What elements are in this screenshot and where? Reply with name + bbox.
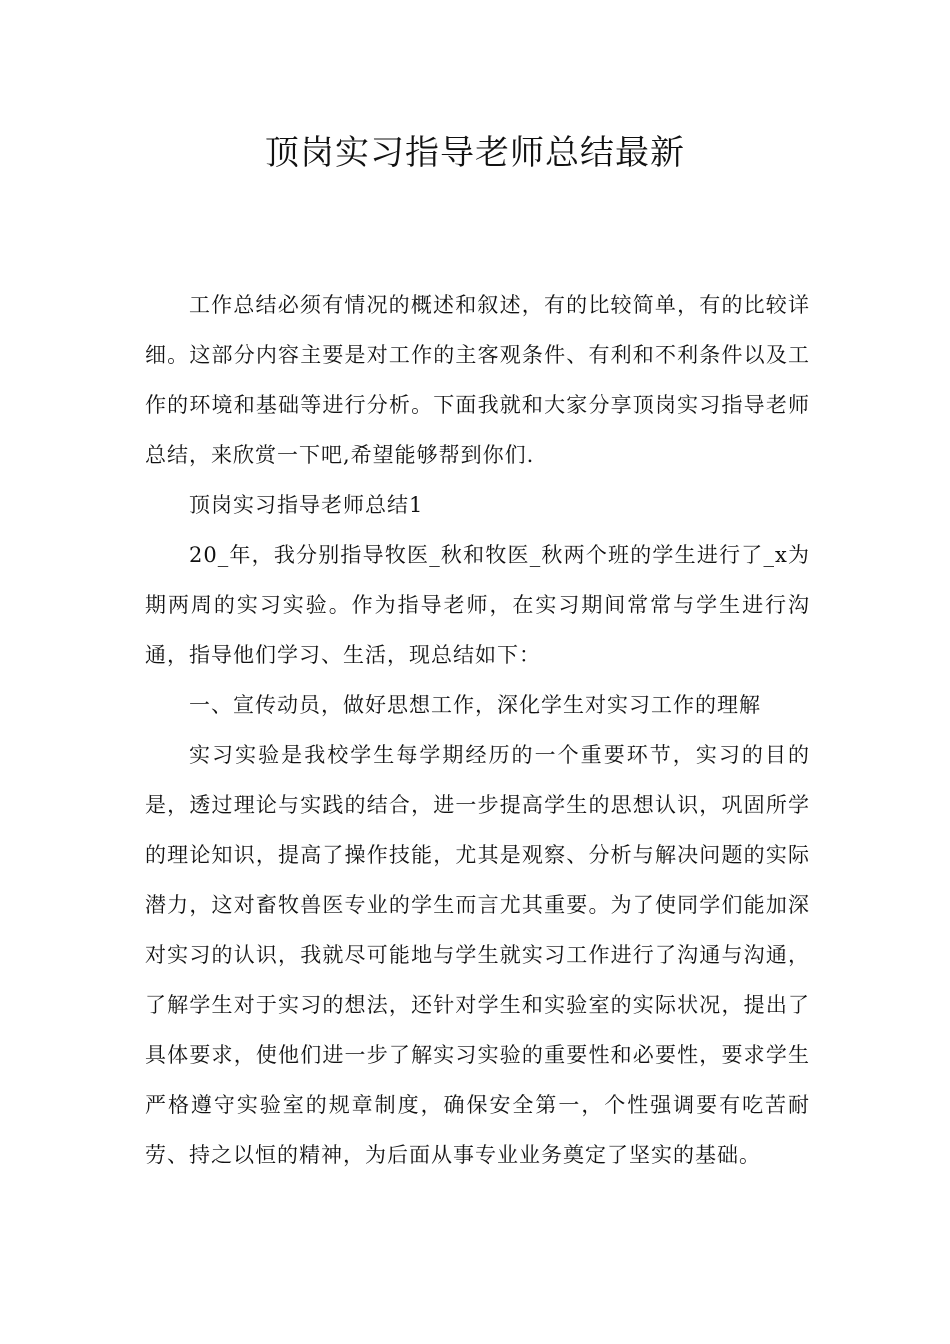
body-paragraph: 实习实验是我校学生每学期经历的一个重要环节，实习的目的是，透过理论与实践的结合，进一步提高学生的思想认识，巩固所学的理论知识，提高了操作技能，尤其是观察、分析与解决问题的实际潜力，这对畜牧兽医专业的学生而言尤其重要。为了使同学们能加深对实习的认识，我就尽可能地与学生就实习工作进行了沟通与沟通，了解学生对于实习的想法，还针对学生和实验室的实际状况，提出了具体要求，使他们进一步了解实习实验的重要性和必要性，要求学生严格遵守实验室的规章制度，确保安全第一，个性强调要有吃苦耐劳、持之以恒的精神，为后面从事专业业务奠定了坚实的基础。: [145, 743, 810, 1167]
subsection-heading: 一、宣传动员，做好思想工作，深化学生对实习工作的理解: [189, 693, 761, 717]
intro-paragraph: 工作总结必须有情况的概述和叙述，有的比较简单，有的比较详细。这部分内容主要是对工作的主客观条件、有利和不利条件以及工作的环境和基础等进行分析。下面我就和大家分享顶岗实习指导老师总结，来欣赏一下吧,希望能够帮到你们.: [145, 293, 810, 467]
section-heading: 顶岗实习指导老师总结1: [189, 493, 424, 517]
body-paragraph: 20_年，我分别指导牧医_秋和牧医_秋两个班的学生进行了_x为期两周的实习实验。作为指导老师，在实习期间常常与学生进行沟通，指导他们学习、生活，现总结如下：: [145, 543, 810, 667]
document-title: 顶岗实习指导老师总结最新: [265, 133, 685, 173]
document-body: [145, 280, 810, 1180]
